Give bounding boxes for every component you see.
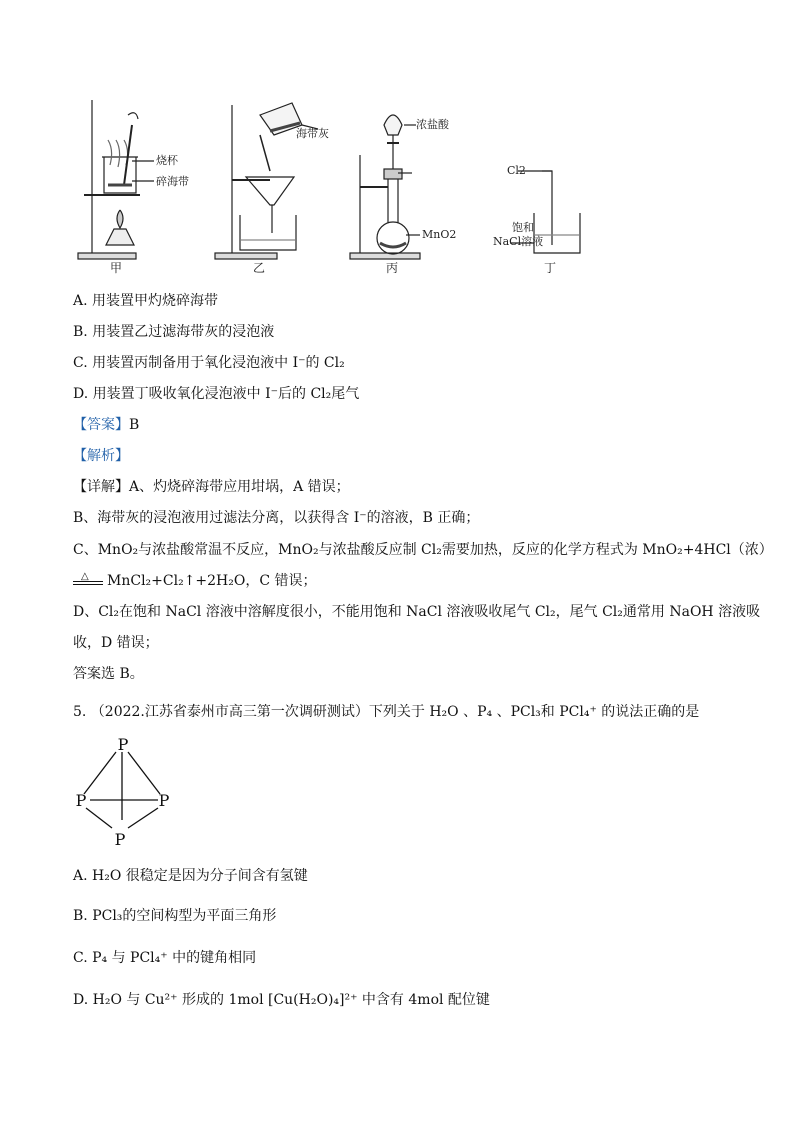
label-mno2: MnO2 — [422, 228, 457, 241]
p-atom-bottom: P — [114, 830, 126, 849]
q5-option-a: A. H₂O 很稳定是因为分子间含有氢键 — [73, 868, 308, 884]
label-seaweed: 碎海带 — [156, 175, 189, 188]
caption-jia: 甲 — [110, 261, 123, 275]
detail-a — [73, 477, 350, 497]
question5-stem: 5. （2022.江苏省泰州市高三第一次调研测试）下列关于 H₂O 、P₄ 、PCl₃和 PCl₄⁺ 的说法正确的是 — [73, 704, 700, 720]
caption-yi: 乙 — [253, 261, 266, 275]
q5-option-b: B. PCl₃的空间构型为平面三角形 — [73, 908, 277, 924]
label-brine-1: 饱和 — [512, 221, 534, 234]
p-atom-left: P — [75, 791, 87, 810]
heat-arrow — [73, 573, 103, 585]
answer-tag: 【答案】 — [73, 417, 129, 433]
detail-tag: 【详解】 — [73, 479, 129, 495]
detail-d-2: 收，D 错误； — [73, 635, 159, 651]
q5-option-c: C. P₄ 与 PCl₄⁺ 中的键角相同 — [73, 950, 257, 966]
p4-structure — [70, 732, 180, 850]
caption-bing: 丙 — [386, 261, 399, 275]
answer-value: B — [129, 417, 140, 433]
analysis-tag: 【解析】 — [73, 448, 129, 464]
apparatus-drawing — [70, 95, 590, 275]
detail-d-1: D、Cl₂在饱和 NaCl 溶液中溶解度很小，不能用饱和 NaCl 溶液吸收尾气 Cl₂，尾气 Cl₂通常用 NaOH 溶液吸 — [73, 604, 761, 620]
option-b: B. 用装置乙过滤海带灰的浸泡液 — [73, 324, 275, 340]
apparatus-figure — [70, 95, 590, 275]
label-brine-2: NaCl溶液 — [493, 235, 544, 248]
detail-b: B、海带灰的浸泡液用过滤法分离，以获得含 I⁻的溶液，B 正确； — [73, 510, 480, 526]
label-hcl: 浓盐酸 — [416, 118, 449, 131]
caption-ding: 丁 — [544, 261, 557, 275]
heat-symbol: △ — [81, 571, 89, 582]
p4-diagram — [70, 732, 180, 850]
p-atom-right: P — [158, 791, 170, 810]
option-d: D. 用装置丁吸收氧化浸泡液中 I⁻后的 Cl₂尾气 — [73, 386, 360, 402]
detail-c-2-text: MnCl₂+Cl₂↑+2H₂O，C 错误； — [107, 573, 317, 589]
label-ash: 海带灰 — [296, 127, 329, 140]
label-cl2: Cl2 — [507, 164, 526, 177]
detail-c-2 — [73, 571, 317, 591]
answer-line — [73, 415, 139, 435]
detail-a-text: A、灼烧碎海带应用坩埚，A 错误； — [129, 479, 350, 495]
p-atom-top: P — [117, 735, 129, 754]
detail-c-1: C、MnO₂与浓盐酸常温不反应，MnO₂与浓盐酸反应制 Cl₂需要加热，反应的化学方程式为 MnO₂+4HCl（浓） — [73, 542, 773, 558]
option-c: C. 用装置丙制备用于氧化浸泡液中 I⁻的 Cl₂ — [73, 355, 345, 371]
conclusion: 答案选 B。 — [73, 666, 144, 682]
option-a: A. 用装置甲灼烧碎海带 — [73, 293, 219, 309]
label-beaker: 烧杯 — [156, 154, 178, 167]
q5-option-d: D. H₂O 与 Cu²⁺ 形成的 1mol [Cu(H₂O)₄]²⁺ 中含有 4mol 配位键 — [73, 992, 490, 1008]
